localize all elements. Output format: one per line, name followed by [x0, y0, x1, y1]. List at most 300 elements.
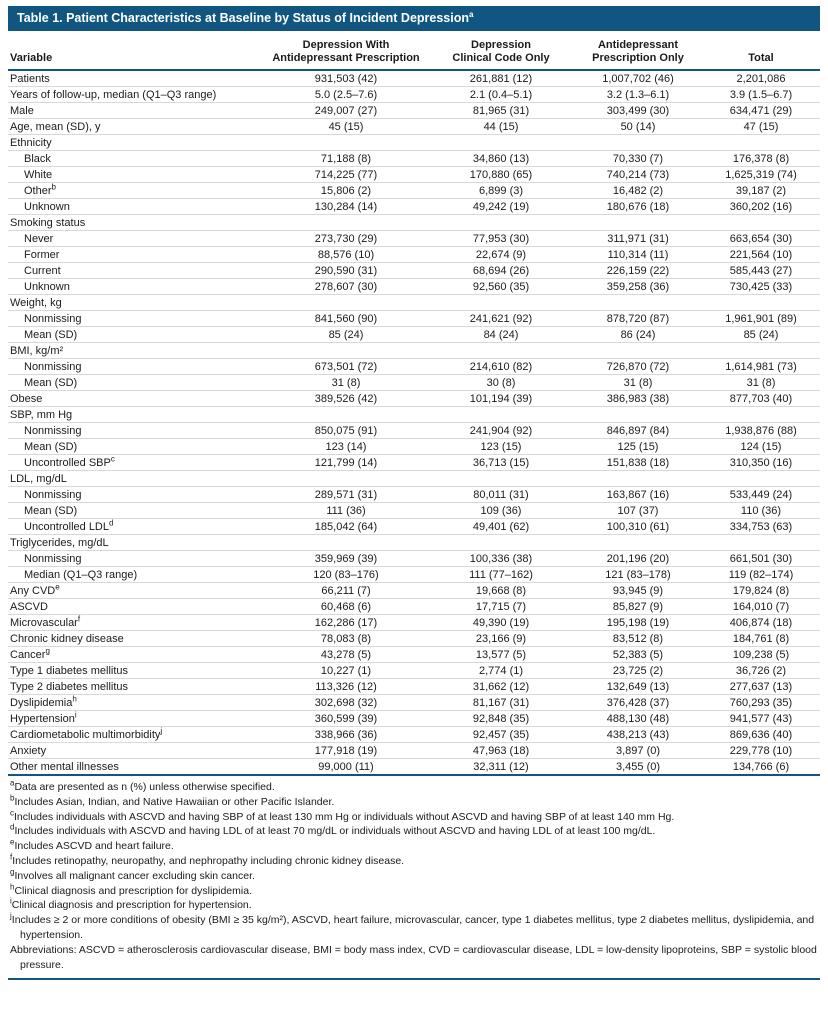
cell-value — [702, 471, 820, 487]
table-row — [8, 663, 820, 679]
cell-value: 83,512 (8) — [574, 631, 702, 647]
cell-value: 273,730 (29) — [264, 231, 428, 247]
row-label: Age, mean (SD), y — [8, 119, 264, 135]
row-label: Any CVDe — [8, 583, 264, 599]
cell-value: 120 (83–176) — [264, 567, 428, 583]
table-row — [8, 743, 820, 759]
table-row — [8, 583, 820, 599]
table-row — [8, 70, 820, 87]
row-label: Former — [8, 247, 264, 263]
cell-value: 714,225 (77) — [264, 167, 428, 183]
cell-value: 201,196 (20) — [574, 551, 702, 567]
cell-value: 47,963 (18) — [428, 743, 574, 759]
cell-value: 585,443 (27) — [702, 263, 820, 279]
table-row — [8, 439, 820, 455]
cell-value: 124 (15) — [702, 439, 820, 455]
cell-value — [702, 135, 820, 151]
cell-value: 846,897 (84) — [574, 423, 702, 439]
row-label: Male — [8, 103, 264, 119]
cell-value: 303,499 (30) — [574, 103, 702, 119]
cell-value: 123 (15) — [428, 439, 574, 455]
footnote: $^i$Clinical diagnosis and prescription for hypertension. — [10, 896, 252, 912]
cell-value — [264, 295, 428, 311]
cell-value: 111 (77–162) — [428, 567, 574, 583]
cell-value: 125 (15) — [574, 439, 702, 455]
cell-value: 180,676 (18) — [574, 199, 702, 215]
cell-value — [264, 215, 428, 231]
cell-value: 85 (24) — [702, 327, 820, 343]
cell-value: 31 (8) — [264, 375, 428, 391]
cell-value: 277,637 (13) — [702, 679, 820, 695]
cell-value — [428, 407, 574, 423]
cell-value: 71,188 (8) — [264, 151, 428, 167]
cell-value — [428, 295, 574, 311]
section-row — [8, 215, 820, 231]
cell-value: 241,621 (92) — [428, 311, 574, 327]
cell-value: 877,703 (40) — [702, 391, 820, 407]
cell-value: 80,011 (31) — [428, 487, 574, 503]
cell-value: 249,007 (27) — [264, 103, 428, 119]
footnote: $^g$Involves all malignant cancer excluding skin cancer. — [10, 867, 255, 882]
cell-value: 3.2 (1.3–6.1) — [574, 87, 702, 103]
row-label: Current — [8, 263, 264, 279]
footnote-marker: f — [10, 852, 13, 862]
cell-value: 47 (15) — [702, 119, 820, 135]
cell-value: 841,560 (90) — [264, 311, 428, 327]
cell-value: 389,526 (42) — [264, 391, 428, 407]
table-title: Table 1. Patient Characteristics at Baseline by Status of Incident Depression$^a$ — [17, 9, 474, 25]
cell-value: 49,401 (62) — [428, 519, 574, 535]
row-label: Unknown — [8, 279, 264, 295]
footnote-marker: c — [110, 454, 115, 463]
row-label: Smoking status — [8, 215, 264, 231]
cell-value — [264, 135, 428, 151]
cell-value: 81,167 (31) — [428, 695, 574, 711]
cell-value: 289,571 (31) — [264, 487, 428, 503]
cell-value — [428, 471, 574, 487]
footnote: $^h$Clinical diagnosis and prescription for dyslipidemia. — [10, 882, 252, 897]
baseline-characteristics-table — [8, 31, 820, 776]
cell-value: 2,774 (1) — [428, 663, 574, 679]
row-label: BMI, kg/m² — [8, 343, 264, 359]
cell-value: 130,284 (14) — [264, 199, 428, 215]
cell-value: 730,425 (33) — [702, 279, 820, 295]
row-label: Triglycerides, mg/dL — [8, 535, 264, 551]
row-label: White — [8, 167, 264, 183]
row-label: Years of follow-up, median (Q1–Q3 range) — [8, 87, 264, 103]
cell-value: 132,649 (13) — [574, 679, 702, 695]
table-row — [8, 247, 820, 263]
cell-value: 92,560 (35) — [428, 279, 574, 295]
cell-value: 184,761 (8) — [702, 631, 820, 647]
table-row — [8, 519, 820, 535]
cell-value: 740,214 (73) — [574, 167, 702, 183]
footnote-marker: h — [72, 694, 77, 703]
cell-value: 2,201,086 — [702, 70, 820, 87]
cell-value: 109,238 (5) — [702, 647, 820, 663]
cell-value: 533,449 (24) — [702, 487, 820, 503]
table-header — [8, 31, 820, 70]
column-header-variable: Variable — [8, 31, 264, 70]
cell-value — [574, 215, 702, 231]
cell-value: 86 (24) — [574, 327, 702, 343]
table-row — [8, 375, 820, 391]
table-row — [8, 455, 820, 471]
footnote-marker: f — [77, 614, 81, 623]
cell-value: 17,715 (7) — [428, 599, 574, 615]
table-row — [8, 711, 820, 727]
footnote-marker: i — [74, 710, 77, 719]
row-label: Hypertension$^i$ — [8, 711, 264, 727]
cell-value: 195,198 (19) — [574, 615, 702, 631]
cell-value: 3,897 (0) — [574, 743, 702, 759]
cell-value: 23,166 (9) — [428, 631, 574, 647]
table-row — [8, 263, 820, 279]
cell-value: 760,293 (35) — [702, 695, 820, 711]
cell-value: 84 (24) — [428, 327, 574, 343]
cell-value: 290,590 (31) — [264, 263, 428, 279]
table-row — [8, 615, 820, 631]
table-row — [8, 599, 820, 615]
footnote-marker: e — [55, 582, 60, 591]
table-row — [8, 487, 820, 503]
section-row — [8, 295, 820, 311]
cell-value — [264, 343, 428, 359]
table-row — [8, 151, 820, 167]
table-row — [8, 391, 820, 407]
row-label: Mean (SD) — [8, 503, 264, 519]
footnote-marker: e — [10, 837, 15, 847]
cell-value — [574, 135, 702, 151]
cell-value: 81,965 (31) — [428, 103, 574, 119]
table-row — [8, 679, 820, 695]
row-label: Cancer$^g$ — [8, 647, 264, 663]
cell-value: 176,378 (8) — [702, 151, 820, 167]
row-label: Mean (SD) — [8, 439, 264, 455]
row-label: Cardiometabolic multimorbidity$^j$ — [8, 727, 264, 743]
cell-value: 226,159 (22) — [574, 263, 702, 279]
row-label: Uncontrolled LDL$^d$ — [8, 519, 264, 535]
table-row — [8, 695, 820, 711]
cell-value: 49,390 (19) — [428, 615, 574, 631]
cell-value: 36,713 (15) — [428, 455, 574, 471]
table-row — [8, 199, 820, 215]
cell-value: 170,880 (65) — [428, 167, 574, 183]
cell-value: 70,330 (7) — [574, 151, 702, 167]
cell-value: 278,607 (30) — [264, 279, 428, 295]
row-label: Unknown — [8, 199, 264, 215]
footnote-marker: h — [10, 882, 15, 892]
footnote-marker: c — [10, 808, 14, 818]
cell-value — [428, 135, 574, 151]
cell-value: 92,848 (35) — [428, 711, 574, 727]
cell-value: 110 (36) — [702, 503, 820, 519]
table-row — [8, 503, 820, 519]
row-label: Never — [8, 231, 264, 247]
cell-value: 60,468 (6) — [264, 599, 428, 615]
row-label: Weight, kg — [8, 295, 264, 311]
cell-value: 101,194 (39) — [428, 391, 574, 407]
cell-value: 13,577 (5) — [428, 647, 574, 663]
cell-value: 36,726 (2) — [702, 663, 820, 679]
footnote-marker: g — [10, 867, 15, 877]
bottom-rule — [8, 978, 820, 980]
cell-value: 121 (83–178) — [574, 567, 702, 583]
cell-value: 93,945 (9) — [574, 583, 702, 599]
cell-value: 113,326 (12) — [264, 679, 428, 695]
row-label: Black — [8, 151, 264, 167]
cell-value — [702, 343, 820, 359]
row-label: Uncontrolled SBP$^c$ — [8, 455, 264, 471]
table-row — [8, 359, 820, 375]
footnote-marker: a — [10, 778, 15, 788]
cell-value: 119 (82–174) — [702, 567, 820, 583]
cell-value: 31 (8) — [702, 375, 820, 391]
footnote: $^b$Includes Asian, Indian, and Native Hawaiian or other Pacific Islander. — [10, 793, 335, 808]
cell-value: 50 (14) — [574, 119, 702, 135]
cell-value: 32,311 (12) — [428, 759, 574, 776]
cell-value: 111 (36) — [264, 503, 428, 519]
section-row — [8, 471, 820, 487]
cell-value: 850,075 (91) — [264, 423, 428, 439]
cell-value: 1,614,981 (73) — [702, 359, 820, 375]
footnote-marker: d — [10, 822, 15, 832]
section-row — [8, 135, 820, 151]
cell-value: 241,904 (92) — [428, 423, 574, 439]
table-row — [8, 759, 820, 776]
table-row — [8, 423, 820, 439]
cell-value — [574, 535, 702, 551]
footnote-marker: j — [10, 911, 12, 921]
cell-value: 229,778 (10) — [702, 743, 820, 759]
row-label: Mean (SD) — [8, 327, 264, 343]
table-row — [8, 231, 820, 247]
cell-value: 1,961,901 (89) — [702, 311, 820, 327]
row-label: Patients — [8, 70, 264, 87]
cell-value: 3,455 (0) — [574, 759, 702, 776]
row-label: Nonmissing — [8, 311, 264, 327]
row-label: LDL, mg/dL — [8, 471, 264, 487]
cell-value: 386,983 (38) — [574, 391, 702, 407]
row-label: Nonmissing — [8, 551, 264, 567]
cell-value: 99,000 (11) — [264, 759, 428, 776]
cell-value: 123 (14) — [264, 439, 428, 455]
cell-value: 85,827 (9) — [574, 599, 702, 615]
cell-value: 359,969 (39) — [264, 551, 428, 567]
row-label: Chronic kidney disease — [8, 631, 264, 647]
cell-value: 179,824 (8) — [702, 583, 820, 599]
row-label: ASCVD — [8, 599, 264, 615]
cell-value: 726,870 (72) — [574, 359, 702, 375]
cell-value: 134,766 (6) — [702, 759, 820, 776]
cell-value — [702, 295, 820, 311]
cell-value: 376,428 (37) — [574, 695, 702, 711]
column-header: Antidepressant Prescription Only — [574, 31, 702, 70]
cell-value — [702, 407, 820, 423]
cell-value: 66,211 (7) — [264, 583, 428, 599]
cell-value: 185,042 (64) — [264, 519, 428, 535]
cell-value: 164,010 (7) — [702, 599, 820, 615]
table-row — [8, 567, 820, 583]
cell-value: 22,674 (9) — [428, 247, 574, 263]
footnote: $^d$Includes individuals with ASCVD and having LDL of at least 70 mg/dL or individuals without ASCVD and having LDL of at least 100 mg/dL. — [10, 822, 656, 838]
row-label: Type 2 diabetes mellitus — [8, 679, 264, 695]
table-row — [8, 167, 820, 183]
cell-value: 177,918 (19) — [264, 743, 428, 759]
cell-value: 5.0 (2.5–7.6) — [264, 87, 428, 103]
row-label: Median (Q1–Q3 range) — [8, 567, 264, 583]
cell-value: 121,799 (14) — [264, 455, 428, 471]
cell-value: 359,258 (36) — [574, 279, 702, 295]
cell-value: 44 (15) — [428, 119, 574, 135]
table-row — [8, 727, 820, 743]
cell-value — [428, 343, 574, 359]
cell-value: 663,654 (30) — [702, 231, 820, 247]
footnote-marker: b — [51, 182, 56, 191]
cell-value: 88,576 (10) — [264, 247, 428, 263]
cell-value: 43,278 (5) — [264, 647, 428, 663]
row-label: SBP, mm Hg — [8, 407, 264, 423]
cell-value: 1,938,876 (88) — [702, 423, 820, 439]
cell-value: 673,501 (72) — [264, 359, 428, 375]
table-footnotes — [8, 776, 820, 977]
section-row — [8, 343, 820, 359]
row-label: Ethnicity — [8, 135, 264, 151]
row-label: Microvascular$^f$ — [8, 615, 264, 631]
cell-value: 261,881 (12) — [428, 70, 574, 87]
footnote: $^e$Includes ASCVD and heart failure. — [10, 837, 174, 853]
cell-value: 2.1 (0.4–5.1) — [428, 87, 574, 103]
table-row — [8, 327, 820, 343]
cell-value: 31,662 (12) — [428, 679, 574, 695]
cell-value: 162,286 (17) — [264, 615, 428, 631]
cell-value — [264, 407, 428, 423]
cell-value: 15,806 (2) — [264, 183, 428, 199]
cell-value: 6,899 (3) — [428, 183, 574, 199]
table-row — [8, 103, 820, 119]
cell-value: 360,202 (16) — [702, 199, 820, 215]
cell-value — [702, 535, 820, 551]
section-row — [8, 535, 820, 551]
cell-value: 107 (37) — [574, 503, 702, 519]
cell-value: 45 (15) — [264, 119, 428, 135]
row-label: Nonmissing — [8, 359, 264, 375]
cell-value: 302,698 (32) — [264, 695, 428, 711]
table-row — [8, 87, 820, 103]
title-footnote-marker: a — [469, 9, 474, 19]
cell-value: 16,482 (2) — [574, 183, 702, 199]
abbreviations-note: Abbreviations: ASCVD = atherosclerosis cardiovascular disease, BMI = body mass index, CVD = cardiovascular disease, LDL = low-density lipoproteins, SBP = systolic blood pressure. — [10, 943, 817, 971]
cell-value: 109 (36) — [428, 503, 574, 519]
cell-value: 23,725 (2) — [574, 663, 702, 679]
cell-value: 334,753 (63) — [702, 519, 820, 535]
cell-value — [264, 471, 428, 487]
row-label: Nonmissing — [8, 423, 264, 439]
table-row — [8, 647, 820, 663]
cell-value: 78,083 (8) — [264, 631, 428, 647]
cell-value: 3.9 (1.5–6.7) — [702, 87, 820, 103]
cell-value: 31 (8) — [574, 375, 702, 391]
row-label: Mean (SD) — [8, 375, 264, 391]
header-row — [8, 31, 820, 70]
footnote: $^f$Includes retinopathy, neuropathy, and nephropathy including chronic kidney disease. — [10, 852, 405, 867]
cell-value: 30 (8) — [428, 375, 574, 391]
row-label: Dyslipidemia$^h$ — [8, 695, 264, 711]
cell-value: 360,599 (39) — [264, 711, 428, 727]
cell-value: 151,838 (18) — [574, 455, 702, 471]
table-body — [8, 70, 820, 775]
footnote: $^j$Includes ≥ 2 or more conditions of obesity (BMI ≥ 35 kg/m²), ASCVD, heart failure, microvascular, cancer, type 1 diabetes mellitus, type 2 diabetes mellitus, dyslipidemia, and hypertension. — [10, 911, 815, 941]
cell-value: 100,310 (61) — [574, 519, 702, 535]
cell-value: 406,874 (18) — [702, 615, 820, 631]
column-header: Depression Clinical Code Only — [428, 31, 574, 70]
footnote-marker: g — [45, 646, 50, 655]
cell-value: 39,187 (2) — [702, 183, 820, 199]
cell-value — [574, 343, 702, 359]
cell-value: 52,383 (5) — [574, 647, 702, 663]
cell-value: 488,130 (48) — [574, 711, 702, 727]
table-row — [8, 311, 820, 327]
footnote-marker: j — [160, 726, 163, 735]
table-row — [8, 119, 820, 135]
cell-value: 49,242 (19) — [428, 199, 574, 215]
row-label: Obese — [8, 391, 264, 407]
footnote-marker: b — [10, 793, 15, 803]
cell-value: 931,503 (42) — [264, 70, 428, 87]
cell-value: 100,336 (38) — [428, 551, 574, 567]
footnote: $^c$Includes individuals with ASCVD and having SBP of at least 130 mm Hg or individuals without ASCVD and having SBP of at least 140 mm Hg. — [10, 808, 675, 823]
row-label: Nonmissing — [8, 487, 264, 503]
table-row — [8, 183, 820, 199]
table-title-bar — [8, 6, 820, 31]
footnote: $^a$Data are presented as n (%) unless otherwise specified. — [10, 778, 275, 793]
cell-value: 634,471 (29) — [702, 103, 820, 119]
cell-value: 214,610 (82) — [428, 359, 574, 375]
cell-value: 1,007,702 (46) — [574, 70, 702, 87]
cell-value — [574, 471, 702, 487]
cell-value — [428, 215, 574, 231]
cell-value: 338,966 (36) — [264, 727, 428, 743]
table-row — [8, 551, 820, 567]
row-label: Anxiety — [8, 743, 264, 759]
cell-value: 878,720 (87) — [574, 311, 702, 327]
cell-value: 19,668 (8) — [428, 583, 574, 599]
cell-value: 10,227 (1) — [264, 663, 428, 679]
cell-value — [702, 215, 820, 231]
cell-value: 163,867 (16) — [574, 487, 702, 503]
cell-value: 221,564 (10) — [702, 247, 820, 263]
row-label: Type 1 diabetes mellitus — [8, 663, 264, 679]
cell-value: 438,213 (43) — [574, 727, 702, 743]
cell-value: 310,350 (16) — [702, 455, 820, 471]
cell-value: 311,971 (31) — [574, 231, 702, 247]
section-row — [8, 407, 820, 423]
cell-value — [574, 295, 702, 311]
cell-value: 869,636 (40) — [702, 727, 820, 743]
cell-value: 77,953 (30) — [428, 231, 574, 247]
footnote-marker: i — [10, 896, 12, 906]
row-label: Other mental illnesses — [8, 759, 264, 776]
cell-value: 92,457 (35) — [428, 727, 574, 743]
cell-value: 34,860 (13) — [428, 151, 574, 167]
cell-value — [574, 407, 702, 423]
cell-value: 941,577 (43) — [702, 711, 820, 727]
cell-value — [428, 535, 574, 551]
footnote-marker: d — [109, 518, 114, 527]
cell-value: 110,314 (11) — [574, 247, 702, 263]
column-header: Depression With Antidepressant Prescription — [264, 31, 428, 70]
cell-value: 68,694 (26) — [428, 263, 574, 279]
